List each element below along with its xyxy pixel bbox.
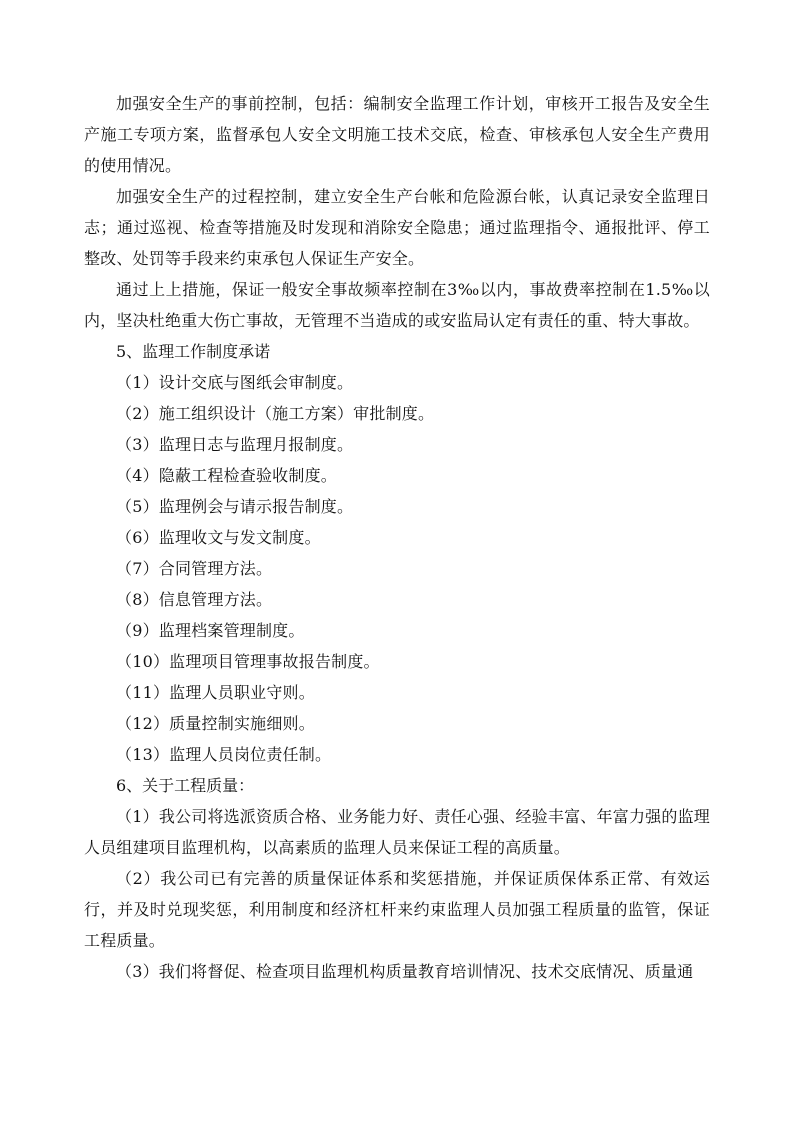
list-item: （9）监理档案管理制度。 [116,621,305,640]
list-item: （4）隐蔽工程检查验收制度。 [116,466,337,485]
paragraph-quality-1: （1）我公司将选派资质合格、业务能力好、责任心强、经验丰富、年富力强的监理人员组建项目监理机构，以高素质的监理人员来保证工程的高质量。 [84,807,710,857]
section-6-heading: 6、关于工程质量： [116,776,255,795]
paragraph-quality-3: （3）我们将督促、检查项目监理机构质量教育培训情况、技术交底情况、质量通 [116,962,694,981]
list-item: （10）监理项目管理事故报告制度。 [116,652,380,671]
list-item: （5）监理例会与请示报告制度。 [116,497,354,516]
paragraph-pre-control: 加强安全生产的事前控制，包括：编制安全监理工作计划，审核开工报告及安全生产施工专项方案，监督承包人安全文明施工技术交底，检查、审核承包人安全生产费用的使用情况。 [84,94,710,175]
list-item: （12）质量控制实施细则。 [116,714,315,733]
list-item: （13）监理人员岗位责任制。 [116,745,332,764]
document-body [84,88,710,987]
list-item: （6）监理收文与发文制度。 [116,528,321,547]
paragraph-quality-2: （2）我公司已有完善的质量保证体系和奖惩措施，并保证质保体系正常、有效运行，并及时兑现奖惩，利用制度和经济杠杆来约束监理人员加强工程质量的监管，保证工程质量。 [84,869,710,950]
list-item: （2）施工组织设计（施工方案）审批制度。 [116,404,435,423]
section-5-heading: 5、监理工作制度承诺 [116,342,271,361]
list-item: （3）监理日志与监理月报制度。 [116,435,354,454]
list-item: （1）设计交底与图纸会审制度。 [116,373,354,392]
list-item: （7）合同管理方法。 [116,559,273,578]
list-item: （8）信息管理方法。 [116,590,273,609]
paragraph-accident-rate: 通过上上措施，保证一般安全事故频率控制在3‰以内，事故费率控制在1.5‰以内，坚决杜绝重大伤亡事故，无管理不当造成的或安监局认定有责任的重、特大事故。 [84,280,710,330]
paragraph-process-control: 加强安全生产的过程控制，建立安全生产台帐和危险源台帐，认真记录安全监理日志；通过巡视、检查等措施及时发现和消除安全隐患；通过监理指令、通报批评、停工整改、处罚等手段来约束承包人保证生产安全。 [84,187,710,268]
list-item: （11）监理人员职业守则。 [116,683,315,702]
